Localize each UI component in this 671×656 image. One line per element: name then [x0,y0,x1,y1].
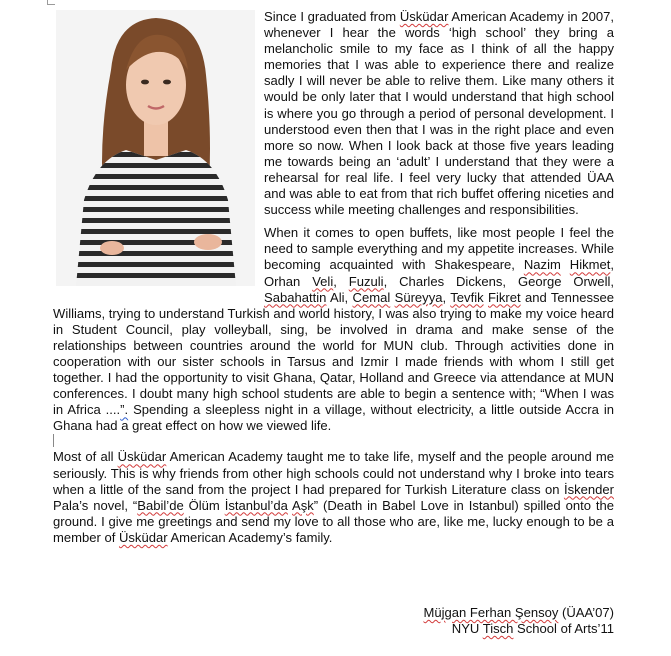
signature-line-2: NYU Tisch School of Arts’11 [451,621,614,637]
author-signature [424,605,615,637]
grammar-flag: ”. [120,402,129,418]
article-text [53,9,614,553]
margin-corner-mark [47,0,55,5]
photo-wrap-space [53,9,264,295]
signature-line-1: Müjgan Ferhan Şensoy (ÜAA’07) [423,605,614,620]
paragraph-1: Since I graduated from Üsküdar American Academy in 2007, whenever I hear the words ‘high school’ they bring a melancholic smile to my face as I think of all the happy memories that I was able to experience there and realize sadly I will never be able to relive them. Like many others it would be only later that I would understand that high school is where you go through a period of personal development. I understood even then that I was in the right place and even more so now. When I look back at those five years leading me towards being an ‘adult’ I understand that they were a rehearsal for real life. I feel very lucky that attended ÜAA and was able to eat from that rich buffet offering niceties and success while meeting challenges and responsibilities. [264,9,614,218]
paragraph-2: When it comes to open buffets, like most people I feel the need to sample everything and my appetite increases. While becoming acquainted with Shakespeare, Nazim Hikmet, Orhan Veli, Fuzuli, Charles Dickens, George Orwell, Sabahattin Ali, Cemal Süreyya, Tevfik Fikret and Tennessee Williams, trying to understand Turkish and world history, I was also trying to make my voice heard in Student Council, play volleyball, sing, be involved in drama and make sense of the relationships between countries around the world for MUN club. Through activities done in cooperation with our sister schools in Tarsus and Izmir I made friends with whom I still get together. I had the opportunity to visit Ghana, Qatar, Holland and Greece via attendance at MUN conferences. I doubt many high school students are able to begin a sentence with; “When I was in Africa ....”. Spending a sleepless night in a village, without electricity, a little outside Accra in Ghana had a great effect on how we viewed life. [53,225,615,434]
paragraph-3: Most of all Üsküdar American Academy taught me to take life, myself and the people around me seriously. This is why friends from other high schools could not understand why I broke into tears when a little of the sand from the project I had prepared for Turkish Literature class on İskender Pala’s novel, “Babil’de Ölüm İstanbul’da Aşk” (Death in Babel Love in Istanbul) spilled onto the ground. I give me greetings and send my love to all those who are, like me, lucky enough to be a member of Üsküdar American Academy’s family. [53,449,615,545]
misspelled-word: Üsküdar [399,9,449,24]
text-cursor [53,434,54,447]
